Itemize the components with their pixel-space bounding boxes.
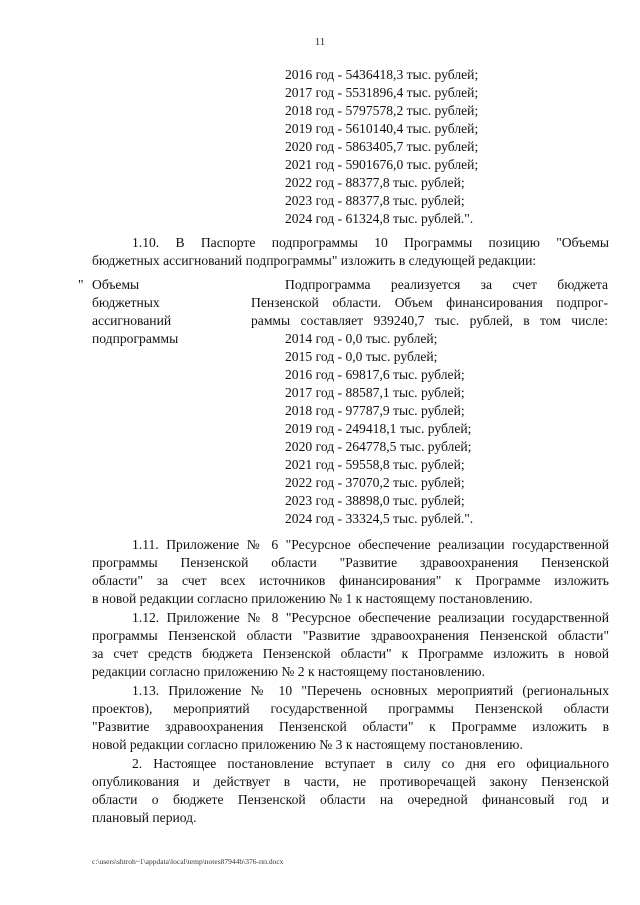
- file-path-footer: c:\users\shtroh~1\appdata\local\temp\notes87944b\376-пп.docx: [92, 857, 284, 866]
- table-value-line: Подпрограмма реализуется за счет бюджета: [285, 277, 608, 292]
- year-line: 2022 год - 88377,8 тыс. рублей;: [285, 175, 465, 190]
- paragraph-line: 1.12. Приложение № 8 "Ресурсное обеспечение реализации государственной: [132, 610, 609, 625]
- year-line: 2024 год - 33324,5 тыс. рублей.".: [285, 511, 474, 526]
- paragraph-line: бюджетных ассигнований подпрограммы" изложить в следующей редакции:: [92, 253, 537, 268]
- year-line: 2018 год - 97787,9 тыс. рублей;: [285, 403, 465, 418]
- year-line: 2020 год - 5863405,7 тыс. рублей;: [285, 139, 479, 154]
- table-value-line: раммы составляет 939240,7 тыс. рублей, в том числе:: [251, 313, 608, 328]
- year-line: 2022 год - 37070,2 тыс. рублей;: [285, 475, 465, 490]
- year-line: 2023 год - 38898,0 тыс. рублей;: [285, 493, 465, 508]
- paragraph-line: новой редакции согласно приложению № 3 к настоящему постановлению.: [92, 737, 523, 752]
- paragraph-line: 1.13. Приложение № 10 "Перечень основных мероприятий (региональных: [132, 683, 609, 698]
- year-line: 2017 год - 5531896,4 тыс. рублей;: [285, 85, 479, 100]
- year-line: 2023 год - 88377,8 тыс. рублей;: [285, 193, 465, 208]
- paragraph-line: опубликования и действует в части, не противоречащей закону Пензенской: [92, 774, 609, 789]
- year-line: 2021 год - 5901676,0 тыс. рублей;: [285, 157, 479, 172]
- paragraph-line: редакции согласно приложению № 2 к настоящему постановлению.: [92, 664, 485, 679]
- paragraph-line: 2. Настоящее постановление вступает в силу со дня его официального: [132, 756, 609, 771]
- table-value-line: Пензенской области. Объем финансирования подпрог-: [251, 295, 608, 310]
- year-line: 2015 год - 0,0 тыс. рублей;: [285, 349, 438, 364]
- year-line: 2021 год - 59558,8 тыс. рублей;: [285, 457, 465, 472]
- paragraph-line: программы Пензенской области "Развитие здравоохранения Пензенской области": [92, 628, 609, 643]
- paragraph-line: 1.11. Приложение № 6 "Ресурсное обеспечение реализации государственной: [132, 537, 609, 552]
- table-label-line: ассигнований: [92, 313, 172, 328]
- year-line: 2024 год - 61324,8 тыс. рублей.".: [285, 211, 474, 226]
- table-label-line: подпрограммы: [92, 331, 179, 346]
- paragraph-line: программы Пензенской области "Развитие здравоохранения Пензенской: [92, 555, 609, 570]
- paragraph-line: области о бюджете Пензенской области на очередной финансовый год и: [92, 792, 609, 807]
- table-label-line: бюджетных: [92, 295, 160, 310]
- open-quote: ": [78, 277, 84, 292]
- year-line: 2014 год - 0,0 тыс. рублей;: [285, 331, 438, 346]
- year-line: 2019 год - 249418,1 тыс. рублей;: [285, 421, 472, 436]
- year-line: 2020 год - 264778,5 тыс. рублей;: [285, 439, 472, 454]
- paragraph-line: в новой редакции согласно приложению № 1 к настоящему постановлению.: [92, 591, 533, 606]
- year-line: 2016 год - 69817,6 тыс. рублей;: [285, 367, 465, 382]
- year-line: 2018 год - 5797578,2 тыс. рублей;: [285, 103, 479, 118]
- paragraph-line: за счет средств бюджета Пензенской области" к Программе изложить в новой: [92, 646, 609, 661]
- paragraph-line: 1.10. В Паспорте подпрограммы 10 Программы позицию "Объемы: [132, 235, 609, 250]
- paragraph-line: проектов), мероприятий государственной программы Пензенской области: [92, 701, 609, 716]
- year-line: 2016 год - 5436418,3 тыс. рублей;: [285, 67, 479, 82]
- page-number: 11: [314, 36, 326, 48]
- paragraph-line: "Развитие здравоохранения Пензенской области" к Программе изложить в: [92, 719, 609, 734]
- year-line: 2019 год - 5610140,4 тыс. рублей;: [285, 121, 479, 136]
- paragraph-line: области" за счет всех источников финансирования" к Программе изложить: [92, 573, 609, 588]
- table-label-line: Объемы: [92, 277, 140, 292]
- year-line: 2017 год - 88587,1 тыс. рублей;: [285, 385, 465, 400]
- paragraph-line: плановый период.: [92, 810, 197, 825]
